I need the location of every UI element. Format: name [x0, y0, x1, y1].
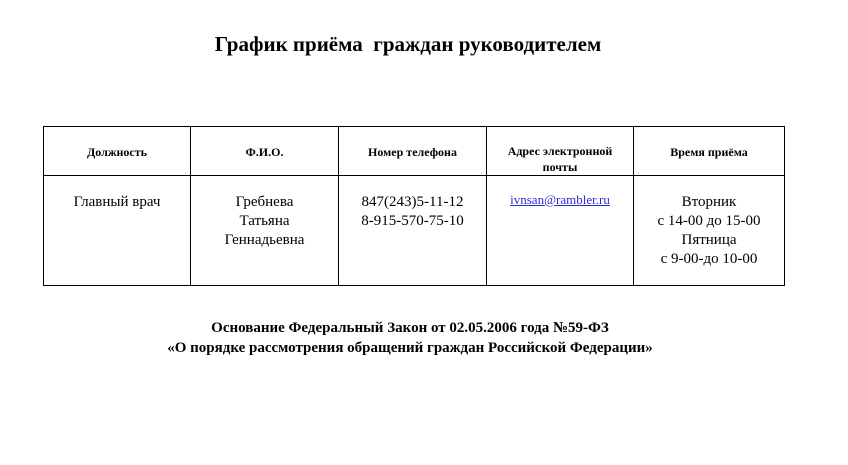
table-row — [44, 176, 785, 286]
cell-full-name — [191, 176, 339, 286]
header-reception-time: Время приёма — [634, 127, 785, 176]
header-full-name: Ф.И.О. — [191, 127, 339, 176]
email-link[interactable]: ivnsan@rambler.ru — [510, 192, 610, 207]
first-name-text: Татьяна — [239, 213, 290, 229]
day-1-hours: с 14-00 до 15-00 — [657, 213, 761, 229]
patronymic-text: Геннадьевна — [224, 232, 305, 248]
legal-basis-line-2: «О порядке рассмотрения обращений граждан Российской Федерации» — [167, 340, 653, 356]
header-position: Должность — [44, 127, 191, 176]
header-phone: Номер телефона — [339, 127, 487, 176]
cell-reception-time — [634, 176, 785, 286]
page-title: График приёма граждан руководителем — [214, 32, 602, 56]
legal-basis-line-1: Основание Федеральный Закон от 02.05.2006 года №59-ФЗ — [211, 320, 609, 336]
day-2-text: Пятница — [681, 232, 737, 248]
phone-mobile: 8-915-570-75-10 — [361, 213, 464, 229]
table-header-row — [44, 127, 785, 176]
phone-landline: 847(243)5-11-12 — [361, 194, 464, 210]
cell-position — [44, 176, 191, 286]
header-email: Адрес электронной почты — [487, 127, 634, 176]
surname-text: Гребнева — [235, 194, 294, 210]
position-text: Главный врач — [73, 194, 161, 210]
day-1-text: Вторник — [681, 194, 737, 210]
day-2-hours: с 9-00-до 10-00 — [660, 251, 758, 267]
cell-email — [487, 176, 634, 286]
reception-schedule-table — [43, 126, 785, 286]
cell-phone — [339, 176, 487, 286]
legal-basis — [0, 318, 820, 358]
